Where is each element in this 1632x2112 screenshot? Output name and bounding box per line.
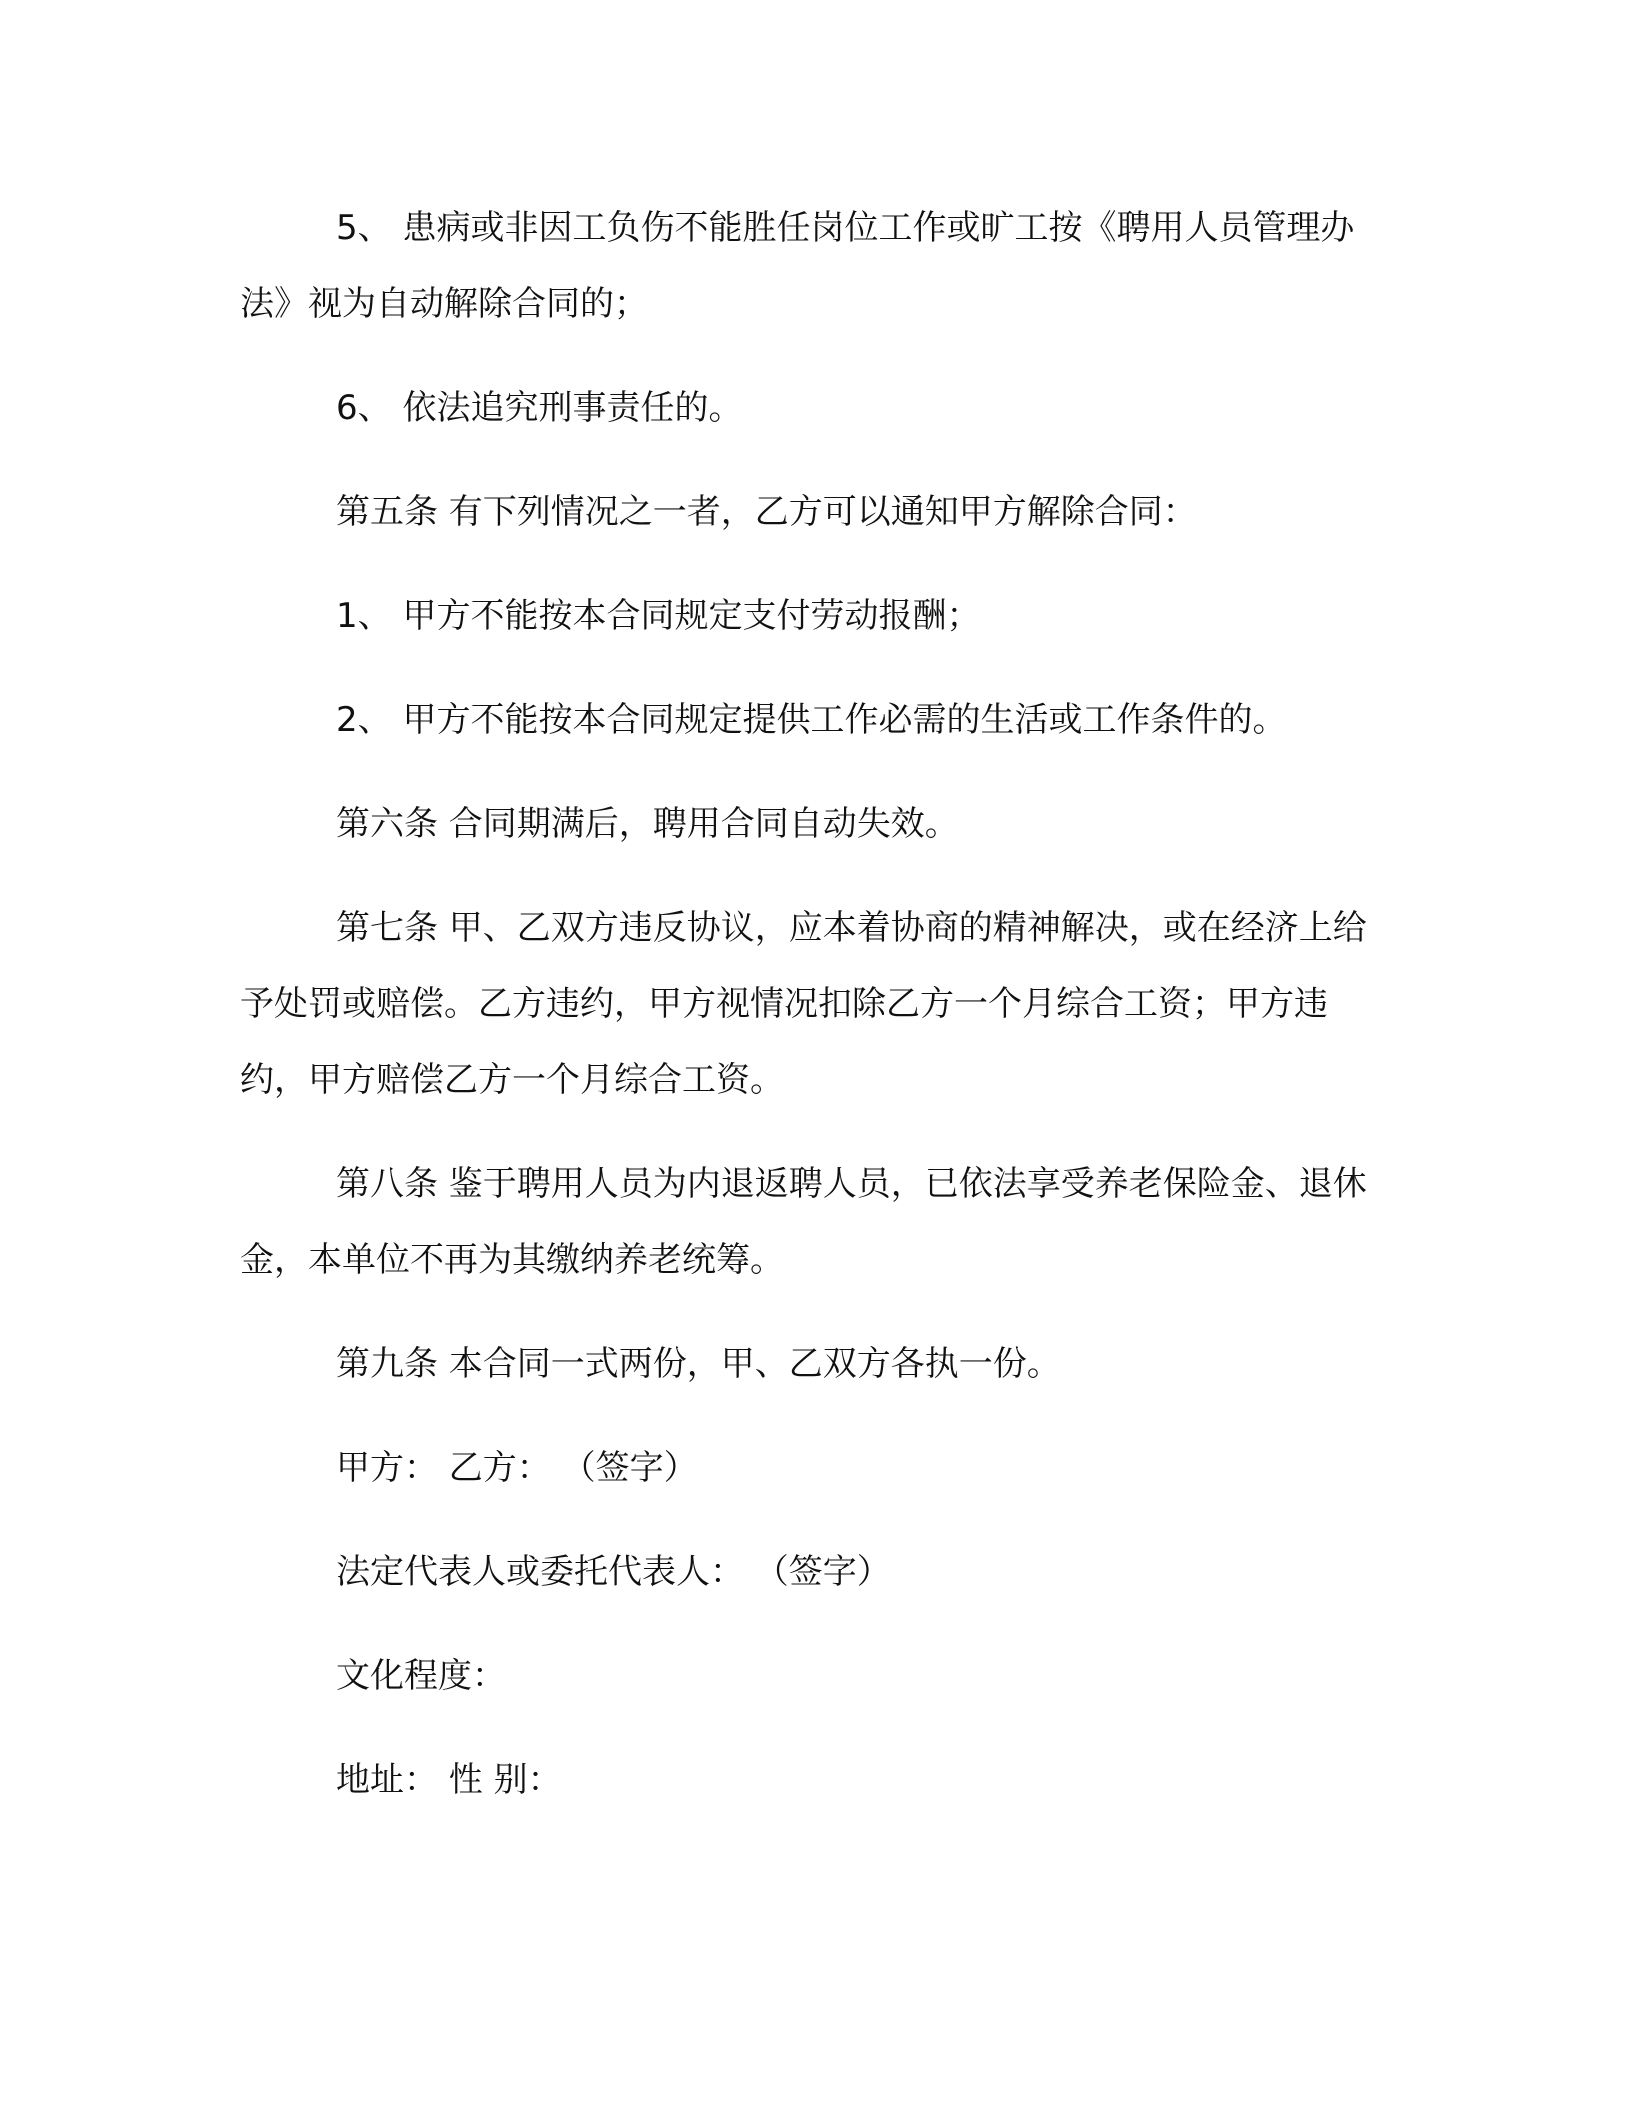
article-5-item-2: 2、 甲方不能按本合同规定提供工作必需的生活或工作条件的。 xyxy=(336,700,1287,740)
article-5: 第五条 有下列情况之一者，乙方可以通知甲方解除合同： xyxy=(336,492,1197,532)
education-field: 文化程度： xyxy=(336,1656,506,1696)
address-gender-field: 地址： 性 别： xyxy=(336,1760,562,1800)
article-9: 第九条 本合同一式两份，甲、乙双方各执一份。 xyxy=(336,1344,1061,1384)
article-7: 第七条 甲、乙双方违反协议，应本着协商的精神解决，或在经济上给予处罚或赔偿。乙方违约，甲方视情况扣除乙方一个月综合工资；甲方违约，甲方赔偿乙方一个月综合工资。 xyxy=(240,908,1367,1100)
contract-body xyxy=(240,190,1390,1846)
article-8: 第八条 鉴于聘用人员为内退返聘人员，已依法享受养老保险金、退休金，本单位不再为其缴纳养老统筹。 xyxy=(240,1164,1367,1280)
signature-line-parties: 甲方： 乙方： （签字） xyxy=(336,1448,698,1488)
clause-item-6: 6、 依法追究刑事责任的。 xyxy=(336,388,743,428)
article-6: 第六条 合同期满后，聘用合同自动失效。 xyxy=(336,804,959,844)
signature-line-representative: 法定代表人或委托代表人： （签字） xyxy=(336,1552,891,1592)
clause-item-5: 5、 患病或非因工负伤不能胜任岗位工作或旷工按《聘用人员管理办法》视为自动解除合同的； xyxy=(240,208,1355,324)
article-5-item-1: 1、 甲方不能按本合同规定支付劳动报酬； xyxy=(336,596,981,636)
